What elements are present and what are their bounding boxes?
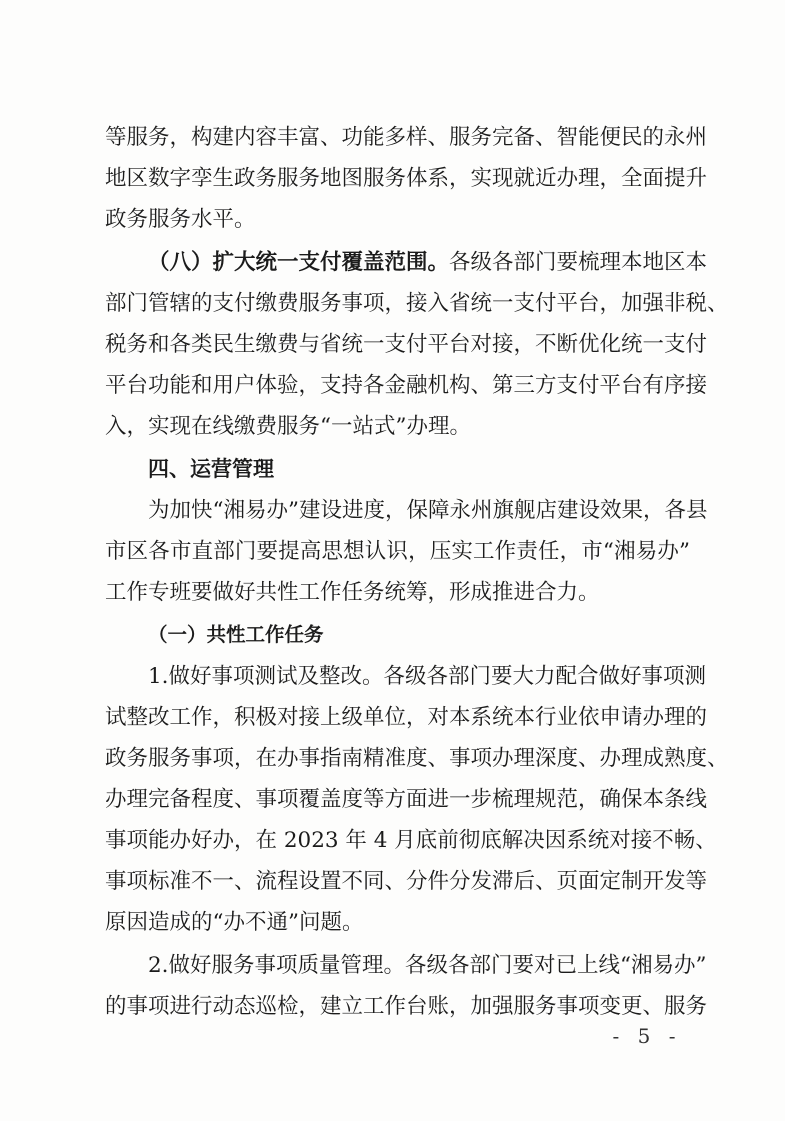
paragraph-line: 为加快“湘易办”建设进度，保障永州旗舰店建设效果，各县 — [148, 498, 708, 523]
paragraph-line: 税务和各类民生缴费与省统一支付平台对接，不断优化统一支付 — [105, 332, 708, 357]
section-heading-4: 四、运营管理 — [148, 457, 274, 481]
page-number: - 5 - — [612, 1024, 682, 1048]
section-8-text: 各级各部门要梳理本地区本 — [449, 250, 708, 275]
paragraph-line: 地区数字孪生政务服务地图服务体系，实现就近办理，全面提升 — [105, 166, 708, 191]
paragraph-line: 市区各市直部门要提高思想认识，压实工作责任，市“湘易办” — [105, 539, 690, 564]
paragraph-line: 入，实现在线缴费服务“一站式”办理。 — [105, 414, 471, 439]
paragraph-line: 事项能办好办，在 2023 年 4 月底前彻底解决因系统对接不畅、 — [105, 828, 717, 853]
paragraph-line: 2.做好服务事项质量管理。各级各部门要对已上线“湘易办” — [148, 953, 707, 978]
paragraph-line: 试整改工作，积极对接上级单位，对本系统本行业依申请办理的 — [105, 705, 708, 730]
paragraph-line: 部门管辖的支付缴费服务事项，接入省统一支付平台，加强非税、 — [105, 291, 729, 316]
paragraph-line: 原因造成的“办不通”问题。 — [105, 910, 364, 935]
paragraph-line: 等服务，构建内容丰富、功能多样、服务完备、智能便民的永州 — [105, 125, 708, 150]
paragraph-line: 的事项进行动态巡检，建立工作台账，加强服务事项变更、服务 — [105, 994, 708, 1019]
paragraph-line: 政务服务水平。 — [105, 207, 256, 232]
section-8-first-line — [148, 243, 708, 283]
paragraph-line: 政务服务事项，在办事指南精准度、事项办理深度、办理成熟度、 — [105, 746, 729, 771]
paragraph-line: 平台功能和用户体验，支持各金融机构、第三方支付平台有序接 — [105, 373, 708, 398]
paragraph-line: 1.做好事项测试及整改。各级各部门要大力配合做好事项测 — [148, 664, 707, 689]
section-8-title: （八）扩大统一支付覆盖范围。 — [148, 250, 450, 275]
paragraph-line: 工作专班要做好共性工作任务统筹，形成推进合力。 — [105, 580, 600, 605]
subsection-heading-1: （一）共性工作任务 — [148, 623, 324, 646]
paragraph-line: 办理完备程度、事项覆盖度等方面进一步梳理规范，确保本条线 — [105, 787, 708, 812]
paragraph-line: 事项标准不一、流程设置不同、分件分发滞后、页面定制开发等 — [105, 869, 708, 894]
